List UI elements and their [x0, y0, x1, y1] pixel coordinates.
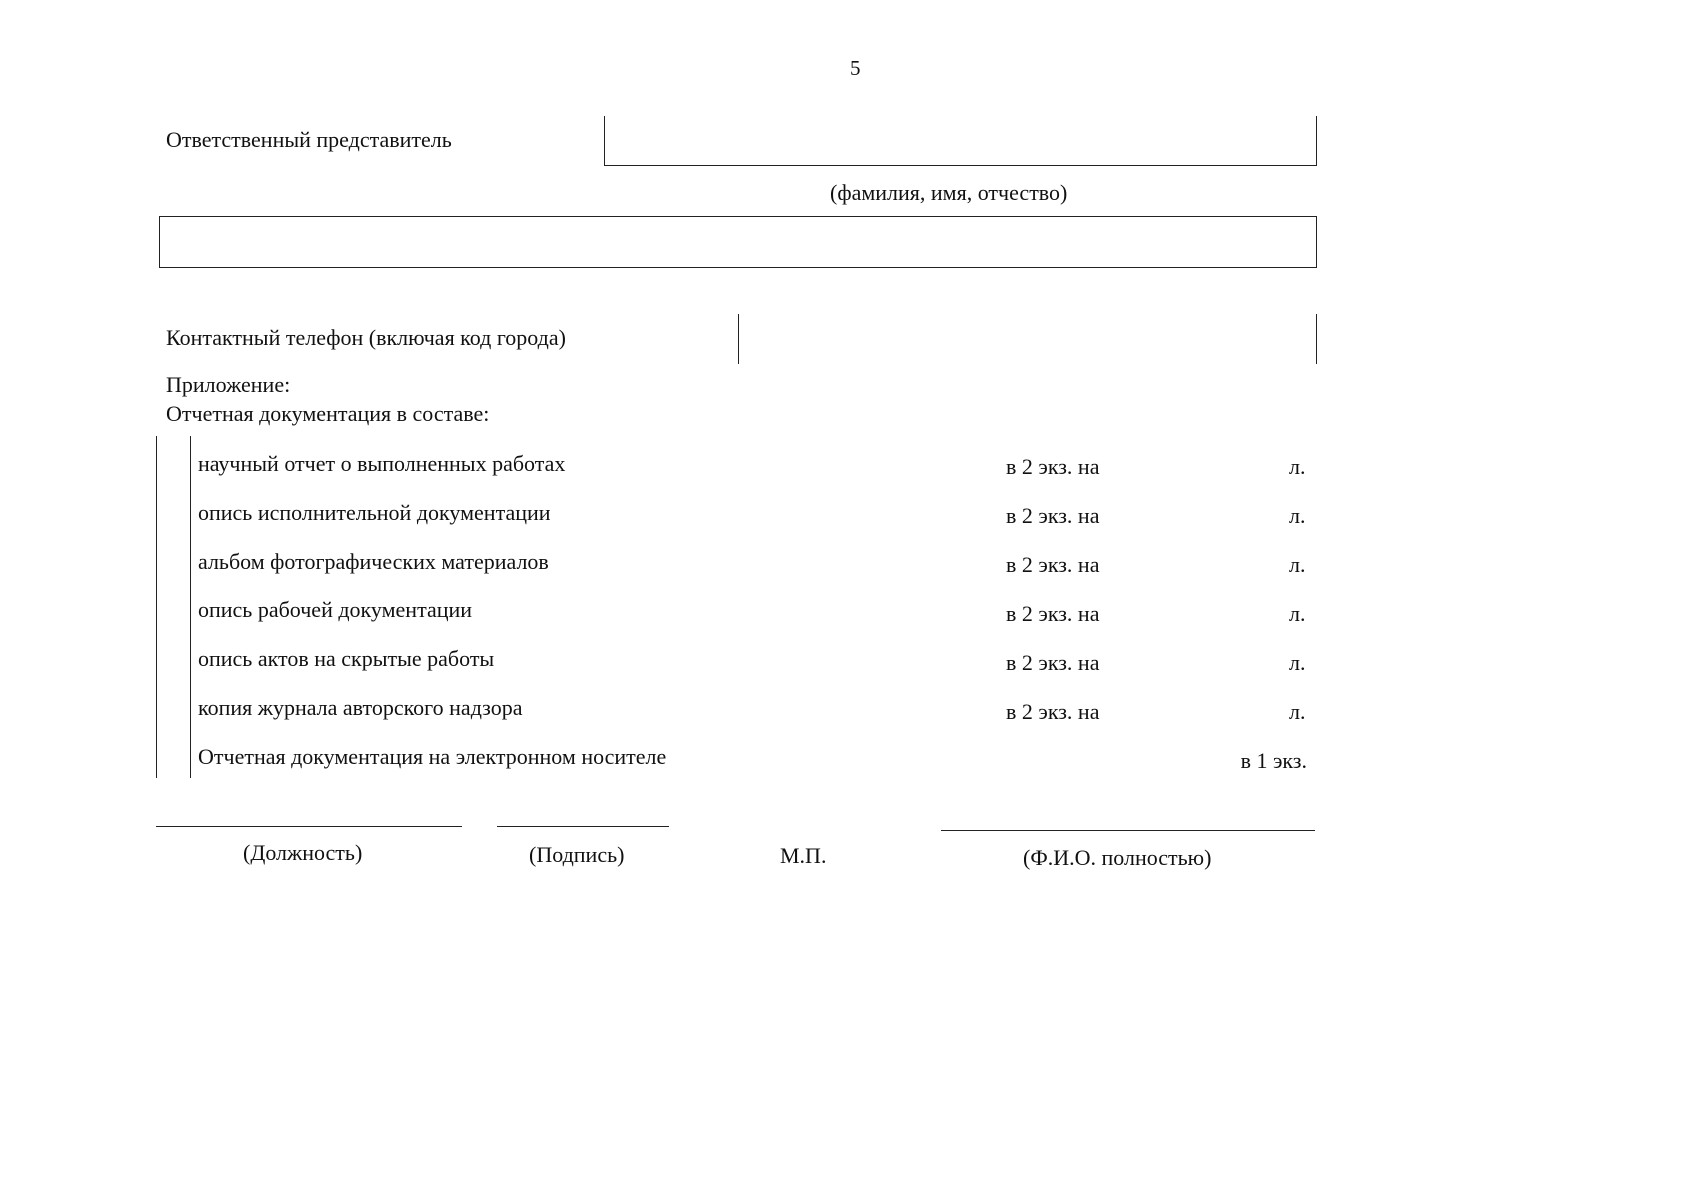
document-copies: в 2 экз. на: [1006, 601, 1100, 626]
stamp-caption: М.П.: [780, 843, 827, 868]
full-name-line[interactable]: [941, 830, 1315, 831]
document-sheets: л.: [1289, 552, 1306, 577]
position-line[interactable]: [156, 826, 462, 827]
representative-label: Ответственный представитель: [166, 127, 452, 152]
document-name: Отчетная документация на электронном носителе: [198, 744, 667, 769]
list-border-inner: [190, 436, 191, 778]
representative-caption: (фамилия, имя, отчество): [830, 180, 1068, 205]
full-name-caption: (Ф.И.О. полностью): [1023, 845, 1212, 870]
representative-name-field[interactable]: [604, 116, 1317, 166]
signature-line[interactable]: [497, 826, 669, 827]
phone-field[interactable]: [738, 314, 1317, 364]
document-copies: в 2 экз. на: [1006, 503, 1100, 528]
signature-caption: (Подпись): [529, 842, 625, 867]
list-border-outer: [156, 436, 157, 778]
document-copies: в 1 экз.: [1240, 748, 1307, 773]
document-name: опись рабочей документации: [198, 597, 473, 622]
document-copies: в 2 экз. на: [1006, 650, 1100, 675]
document-sheets: л.: [1289, 699, 1306, 724]
document-sheets: л.: [1289, 503, 1306, 528]
document-copies: в 2 экз. на: [1006, 699, 1100, 724]
composition-label: Отчетная документация в составе:: [166, 401, 490, 426]
document-sheets: л.: [1289, 650, 1306, 675]
position-caption: (Должность): [243, 840, 363, 865]
document-name: альбом фотографических материалов: [198, 549, 549, 574]
document-name: опись исполнительной документации: [198, 500, 551, 525]
phone-label: Контактный телефон (включая код города): [166, 325, 566, 350]
document-copies: в 2 экз. на: [1006, 454, 1100, 479]
document-sheets: л.: [1289, 454, 1306, 479]
document-sheets: л.: [1289, 601, 1306, 626]
document-name: опись актов на скрытые работы: [198, 646, 495, 671]
page-number: 5: [850, 56, 861, 80]
appendix-label: Приложение:: [166, 372, 291, 397]
document-name: научный отчет о выполненных работах: [198, 451, 566, 476]
document-copies: в 2 экз. на: [1006, 552, 1100, 577]
representative-extra-field[interactable]: [159, 216, 1317, 268]
document-name: копия журнала авторского надзора: [198, 695, 523, 720]
